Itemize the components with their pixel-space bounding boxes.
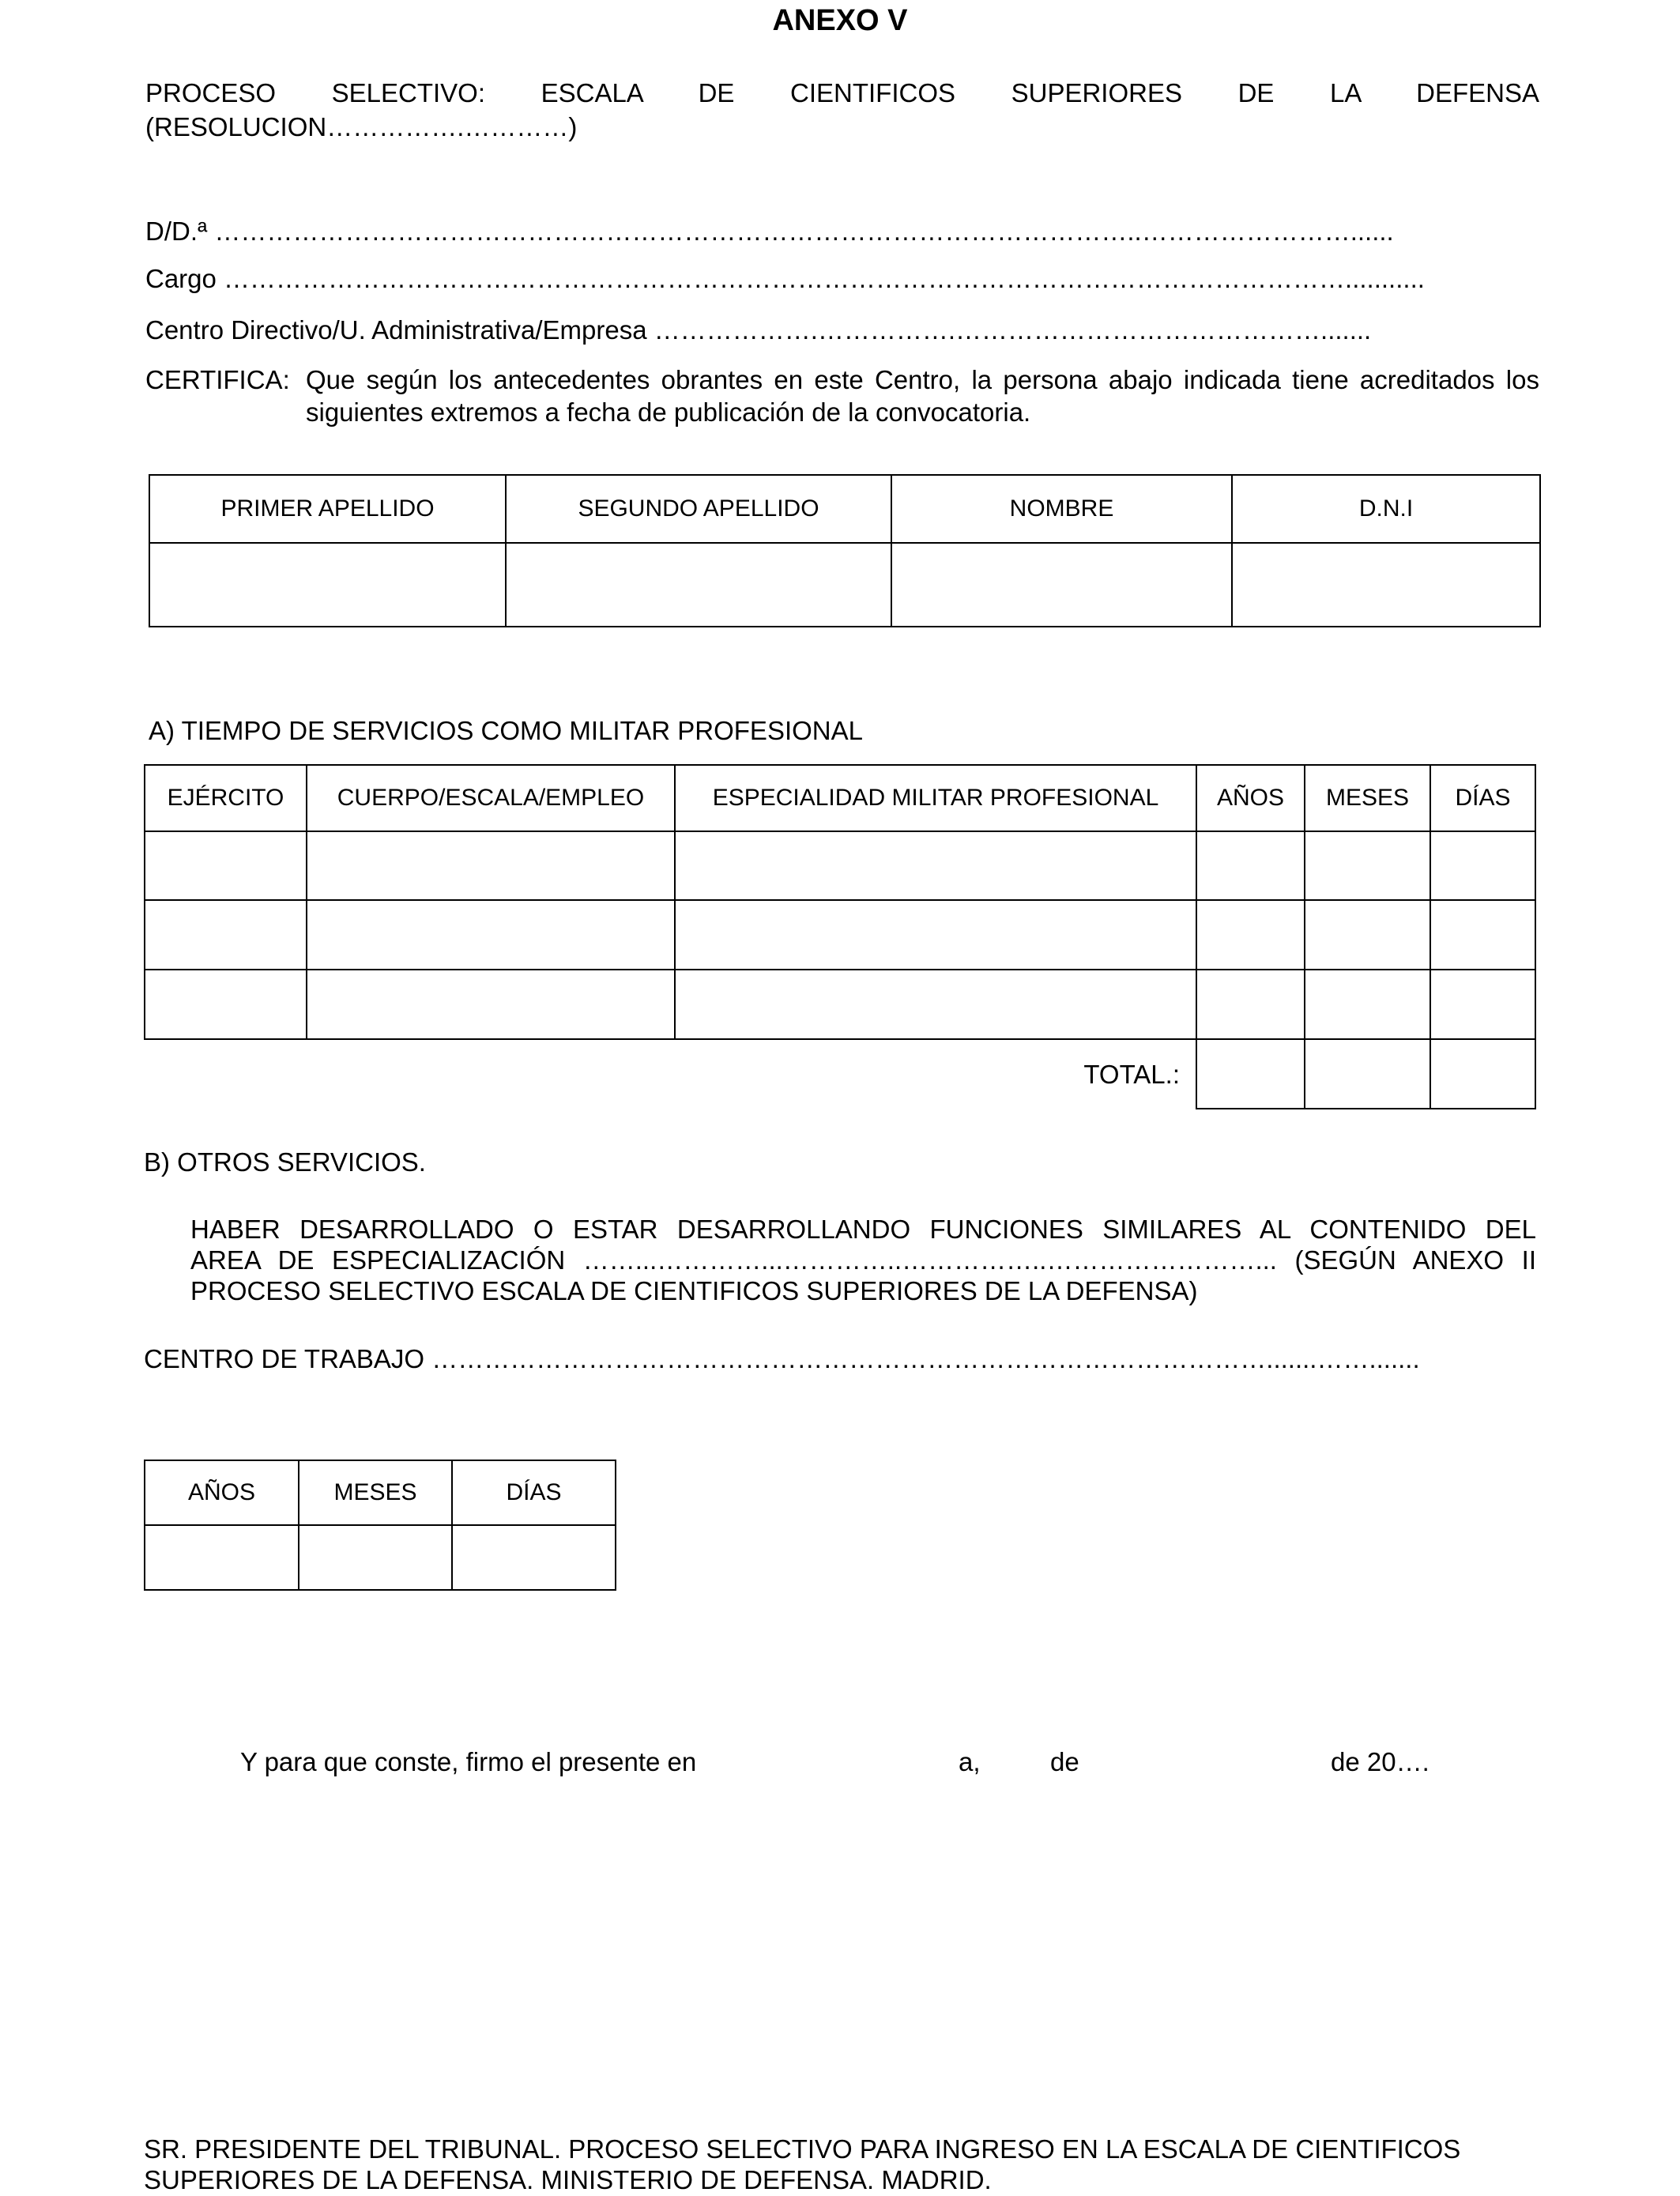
proceso-selectivo-line1: PROCESO SELECTIVO: ESCALA DE CIENTIFICOS SUPERIORES DE LA DEFENSA (145, 78, 1539, 107)
cell-anos[interactable] (1196, 900, 1305, 970)
cell-anos[interactable] (145, 1525, 299, 1590)
centro-trabajo-field: CENTRO DE TRABAJO …………………………………………………………………………………….......……....... (144, 1344, 1420, 1373)
servicios-militar-table (144, 764, 1536, 1109)
cell-meses[interactable] (1305, 900, 1430, 970)
cell-cuerpo[interactable] (307, 970, 675, 1039)
footer-line1: SR. PRESIDENTE DEL TRIBUNAL. PROCESO SELECTIVO PARA INGRESO EN LA ESCALA DE CIENTIFICOS (144, 2134, 1461, 2164)
header-ejercito: EJÉRCITO (145, 765, 307, 831)
cell-dias[interactable] (1430, 831, 1535, 900)
cell-anos[interactable] (1196, 831, 1305, 900)
cell-dni[interactable] (1232, 543, 1540, 627)
cell-meses[interactable] (1305, 970, 1430, 1039)
cell-segundo-apellido[interactable] (506, 543, 891, 627)
cargo-field: Cargo …………………………………………………………………………………………………………………........... (145, 264, 1425, 293)
certifica-label: CERTIFICA: (145, 365, 290, 394)
header-especialidad: ESPECIALIDAD MILITAR PROFESIONAL (675, 765, 1196, 831)
table-row (145, 900, 1535, 970)
total-anos[interactable] (1196, 1039, 1305, 1109)
cell-dias[interactable] (1430, 970, 1535, 1039)
header-dias: DÍAS (1430, 765, 1535, 831)
cell-especialidad[interactable] (675, 900, 1196, 970)
cell-dias[interactable] (452, 1525, 616, 1590)
section-b-title: B) OTROS SERVICIOS. (144, 1147, 426, 1177)
total-meses[interactable] (1305, 1039, 1430, 1109)
cell-ejercito[interactable] (145, 970, 307, 1039)
header-primer-apellido: PRIMER APELLIDO (149, 475, 506, 543)
otros-servicios-table (144, 1460, 616, 1591)
persona-table (149, 474, 1541, 627)
section-b-para-line2: AREA DE ESPECIALIZACIÓN ……...…………...…………..……………..……………………... (SEGÚN ANEXO II (190, 1245, 1536, 1275)
table-row (145, 970, 1535, 1039)
total-row (145, 1039, 1535, 1109)
cell-primer-apellido[interactable] (149, 543, 506, 627)
cell-cuerpo[interactable] (307, 900, 675, 970)
cell-anos[interactable] (1196, 970, 1305, 1039)
certifica-text-line2: siguientes extremos a fecha de publicación de la convocatoria. (306, 397, 1031, 427)
header-dias: DÍAS (452, 1460, 616, 1525)
cell-dias[interactable] (1430, 900, 1535, 970)
resolucion-line: (RESOLUCION…………….…………) (145, 112, 578, 141)
cell-ejercito[interactable] (145, 831, 307, 900)
table-row (145, 831, 1535, 900)
header-anos: AÑOS (1196, 765, 1305, 831)
signature-a: a, (959, 1747, 981, 1776)
total-dias[interactable] (1430, 1039, 1535, 1109)
cell-meses[interactable] (1305, 831, 1430, 900)
section-a-title: A) TIEMPO DE SERVICIOS COMO MILITAR PROFESIONAL (149, 716, 863, 745)
page-title: ANEXO V (772, 4, 908, 37)
cell-especialidad[interactable] (675, 831, 1196, 900)
section-b-para-line3: PROCESO SELECTIVO ESCALA DE CIENTIFICOS SUPERIORES DE LA DEFENSA) (190, 1276, 1198, 1305)
header-nombre: NOMBRE (891, 475, 1232, 543)
dd-field: D/D.ª ……………………………………………………………………………………………..……………………...... (145, 217, 1394, 246)
header-cuerpo-escala-empleo: CUERPO/ESCALA/EMPLEO (307, 765, 675, 831)
section-b-para-line1: HABER DESARROLLADO O ESTAR DESARROLLANDO FUNCIONES SIMILARES AL CONTENIDO DEL (190, 1215, 1536, 1244)
cell-ejercito[interactable] (145, 900, 307, 970)
header-meses: MESES (299, 1460, 452, 1525)
footer-line2: SUPERIORES DE LA DEFENSA. MINISTERIO DE DEFENSA. MADRID. (144, 2165, 992, 2194)
cell-cuerpo[interactable] (307, 831, 675, 900)
signature-year: de 20…. (1331, 1747, 1430, 1776)
header-dni: D.N.I (1232, 475, 1540, 543)
header-segundo-apellido: SEGUNDO APELLIDO (506, 475, 891, 543)
signature-de: de (1050, 1747, 1079, 1776)
cell-especialidad[interactable] (675, 970, 1196, 1039)
header-meses: MESES (1305, 765, 1430, 831)
cell-meses[interactable] (299, 1525, 452, 1590)
signature-text: Y para que conste, firmo el presente en (240, 1747, 697, 1776)
centro-directivo-field: Centro Directivo/U. Administrativa/Empresa ……………….…………….……………………………………....... (145, 315, 1372, 345)
header-anos: AÑOS (145, 1460, 299, 1525)
cell-nombre[interactable] (891, 543, 1232, 627)
certifica-text-line1: Que según los antecedentes obrantes en este Centro, la persona abajo indicada tiene acreditados los (306, 365, 1539, 394)
total-label: TOTAL.: (145, 1039, 1196, 1109)
